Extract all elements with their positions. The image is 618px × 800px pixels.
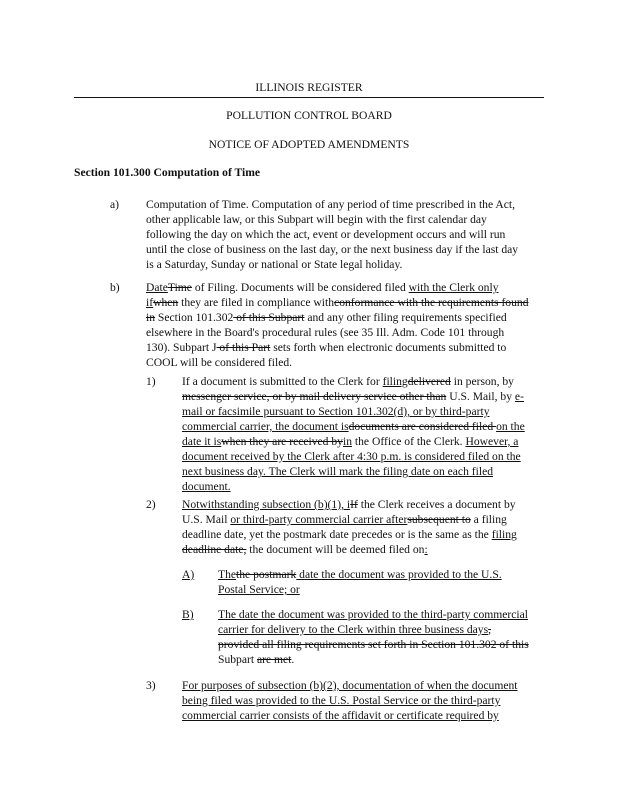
deleted-text: in: [146, 311, 156, 324]
inserted-text: filing: [382, 375, 408, 388]
text-line: U.S. Mail or third-party commercial carrier aftersubsequent to a filing: [182, 513, 507, 526]
inserted-text: with the Clerk only: [408, 281, 499, 294]
text-line: other applicable law, or this Subpart will begin with the first calendar day: [146, 213, 487, 226]
subsection-b-label: b): [110, 281, 120, 294]
text-line: is a Saturday, Sunday or national or State legal holiday.: [146, 258, 403, 271]
deleted-text: documents are considered filed: [348, 420, 497, 433]
inserted-text: in: [342, 435, 353, 448]
inserted-text: date it is: [182, 435, 222, 448]
inserted-text: carrier for delivery to the Clerk within three business days: [218, 623, 489, 636]
text-line: [182, 678, 518, 693]
inserted-text: or third-party commercial carrier after: [230, 513, 408, 526]
text-line: [218, 567, 502, 582]
deleted-text: the postmark: [236, 568, 297, 581]
subsection-b3-text: [182, 678, 518, 723]
text-line: in Section 101.302 of this Subpart and any other filing requirements specified: [146, 311, 507, 324]
inserted-text: Postal Service; or: [218, 583, 300, 596]
text-line: [182, 419, 525, 434]
inserted-text: For purposes of subsection (b)(2), documentation of when the document: [182, 679, 518, 692]
text-line: messenger service, or by mail delivery service other than U.S. Mail, by e-: [182, 390, 524, 403]
deleted-text: ,: [488, 623, 492, 636]
deleted-text: of this Part: [216, 341, 271, 354]
inserted-text: commercial carrier, the document is: [182, 420, 349, 433]
inserted-text: Notwithstanding subsection (b)(1), i: [182, 498, 351, 511]
inserted-text: mail or facsimile pursuant to Section 101.302(d), or by third-party: [182, 405, 490, 418]
inserted-text: document received by the Clerk after 4:30 p.m. is considered filed on the: [182, 450, 521, 463]
text-line: [182, 693, 518, 708]
register-title: ILLINOIS REGISTER: [74, 80, 544, 98]
subsection-b2-label: 2): [146, 498, 156, 511]
subsection-b1-label: 1): [146, 375, 156, 388]
text-line: deadline date, yet the postmark date precedes or is the same as the filing: [182, 528, 517, 541]
deleted-text: when they are received by: [221, 435, 343, 448]
deleted-text: Time: [167, 281, 192, 294]
inserted-text: The: [218, 568, 237, 581]
inserted-text: on the: [496, 420, 525, 433]
deleted-text: provided all filing requirements set forth in Section 101.302 of this: [218, 638, 529, 651]
subsection-b2A-text: [218, 567, 502, 597]
text-line: 130). Subpart J of this Part sets forth when electronic documents submitted to: [146, 341, 507, 354]
text-line: COOL will be considered filed.: [146, 356, 293, 369]
text-line: Subpart are met.: [218, 653, 295, 666]
inserted-text: e-: [514, 390, 524, 403]
text-line: [218, 607, 529, 622]
text-line: [218, 622, 529, 637]
deleted-text: If: [350, 498, 358, 511]
subsection-b1-text: [182, 374, 525, 494]
subsection-b-text: [146, 280, 529, 370]
deleted-text: are met: [256, 653, 292, 666]
section-heading: Section 101.300 Computation of Time: [74, 166, 261, 179]
subsection-b2-text: [182, 497, 517, 557]
text-line: If a document is submitted to the Clerk for filingdelivered in person, by: [182, 375, 514, 388]
text-line: Notwithstanding subsection (b)(1), iIf the Clerk receives a document by: [182, 498, 516, 511]
deleted-text: of this Subpart: [233, 311, 305, 324]
text-line: deadline date, the document will be deemed filed on:: [182, 543, 428, 556]
inserted-text: filing: [491, 528, 517, 541]
board-name: POLLUTION CONTROL BOARD: [226, 109, 392, 122]
text-line: [218, 637, 529, 652]
inserted-text: commercial carrier consists of the affidavit or certificate required by: [182, 709, 499, 722]
inserted-text: :: [424, 543, 428, 556]
notice-title: NOTICE OF ADOPTED AMENDMENTS: [208, 138, 410, 151]
text-line: until the close of business on the last day, or the next business day if the last day: [146, 243, 519, 256]
deleted-text: conformance with the requirements found: [334, 296, 529, 309]
text-line: [182, 479, 525, 494]
inserted-text: document.: [182, 480, 231, 493]
subsection-b2B-label: B): [182, 608, 194, 621]
inserted-text: The date the document was provided to the third-party commercial: [218, 608, 529, 621]
deleted-text: delivered: [407, 375, 451, 388]
subsection-b3-label: 3): [146, 679, 156, 692]
text-line: [182, 708, 518, 723]
deleted-text: subsequent to: [407, 513, 471, 526]
deleted-text: deadline date,: [182, 543, 247, 556]
text-line: elsewhere in the Board's procedural rules (see 35 Ill. Adm. Code 101 through: [146, 326, 505, 339]
subsection-a-text: [146, 197, 518, 272]
text-line: [182, 464, 525, 479]
subsection-b2A-label: A): [182, 568, 195, 581]
text-line: DateTime of Filing. Documents will be considered filed with the Clerk only: [146, 281, 499, 294]
text-line: [182, 404, 525, 419]
subsection-a-label: a): [110, 198, 120, 211]
inserted-text: if: [146, 296, 154, 309]
text-line: date it iswhen they are received byin the Office of the Clerk. However, a: [182, 435, 519, 448]
text-line: ifwhen they are filed in compliance withconformance with the requirements found: [146, 296, 529, 309]
inserted-text: However, a: [465, 435, 519, 448]
inserted-text: being filed was provided to the U.S. Postal Service or the third-party: [182, 694, 501, 707]
inserted-text: date the document was provided to the U.S.: [296, 568, 502, 581]
inserted-text: next business day. The Clerk will mark the filing date on each filed: [182, 465, 494, 478]
deleted-text: messenger service, or by mail delivery service other than: [182, 390, 447, 403]
subsection-b2B-text: [218, 607, 529, 667]
text-line: Computation of Time. Computation of any period of time prescribed in the Act,: [146, 198, 516, 211]
text-line: [182, 449, 525, 464]
text-line: [218, 582, 502, 597]
text-line: following the day on which the act, event or development occurs and will run: [146, 228, 506, 241]
inserted-text: Date: [146, 281, 168, 294]
deleted-text: when: [153, 296, 179, 309]
